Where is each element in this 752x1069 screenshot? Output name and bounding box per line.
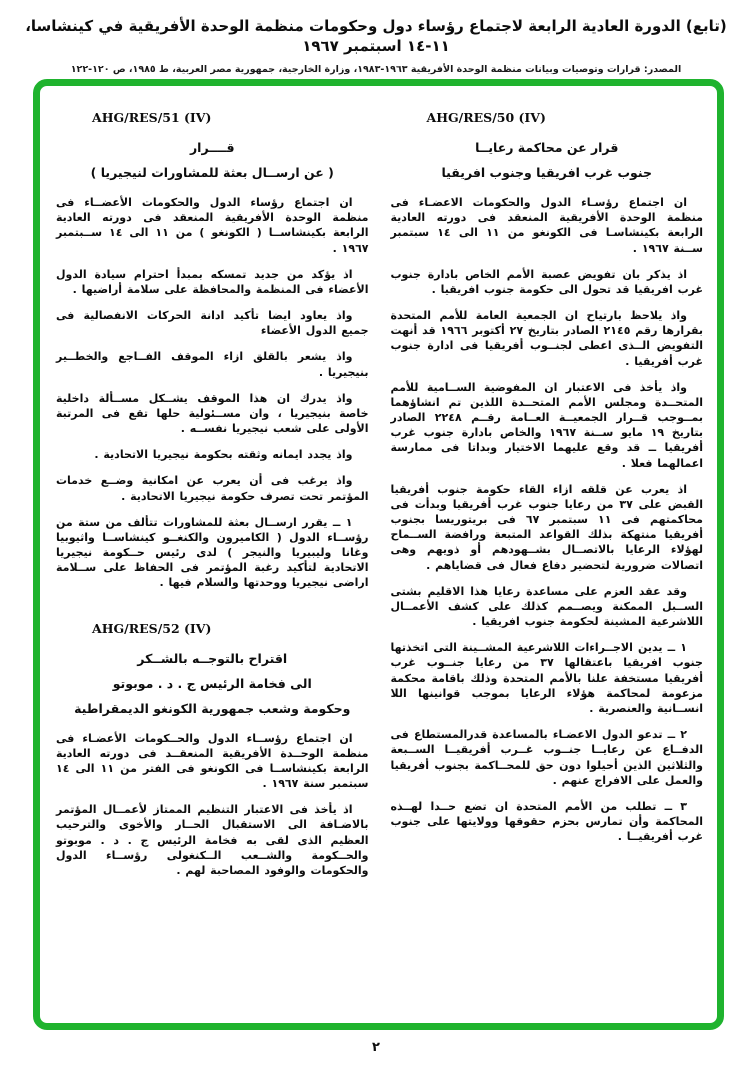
resolution-body-50 [391, 195, 704, 844]
column-right-res50 [391, 104, 704, 1013]
paragraph: واذ يدرك ان هذا الموقف يشــكل مســألة داخلية خاصة بنيجيريا ، وان مســئولية حلها تقع فى المرتبة الأولى على شعب نيجيريا نفســه . [56, 391, 369, 436]
resolution-ref-52: AHG/RES/52 (IV) [92, 620, 212, 636]
resolution-body-52 [56, 731, 369, 879]
resolution-title-50-line1: قرار عن محاكمة رعايــا [475, 140, 619, 155]
resolution-title-50 [391, 135, 704, 185]
document-header [0, 16, 752, 75]
paragraph: واذ يأخذ فى الاعتبار ان المفوضية الســامية للأمم المتحــدة ومجلس الأمم المتحــدة اللذين تم انشاؤهما بمــوجب قــرار الجمعيــة العــامة رقــم ٢٢٤٨ الصادر بتاريخ ١٩ مايو ســنة ١٩٦٧ والخاص بادارة جنوب غرب أفريقيا ــ قد وقع عليهما الاختيار وبداتا فى ممارسة اعمالهما فعلا . [390, 380, 704, 470]
green-border-frame [33, 79, 724, 1030]
page-number: ٢ [372, 1040, 380, 1055]
resolution-title-52-line2: الى فخامة الرئيس ج . د . موبوتو [112, 675, 312, 691]
two-column-layout [40, 86, 717, 1023]
resolution-title-52-line3: وحكومة وشعب جمهورية الكونغو الديمقراطية [74, 700, 351, 716]
resolution-title-52-line1: اقتراح بالتوجــه بالشــكر [137, 650, 288, 666]
paragraph: واذ يشعر بالقلق ازاء الموقف الفــاجع والخطــير بنيجيريا . [56, 350, 369, 379]
paragraph: اذ يؤكد من جديد تمسكه بمبدأ احترام سيادة الدول الأعضاء فى المنظمة والمحافظة على سلامة أراضيها . [56, 267, 369, 296]
resolution-title-50-line2: جنوب غرب افريقيا وجنوب افريقيا [441, 165, 653, 180]
resolution-ref-50: AHG/RES/50 (IV) [426, 110, 546, 125]
paragraph: اذ يعرب عن قلقه ازاء القاء حكومة جنوب أفريقيا القبض على ٣٧ من رعايا جنوب غرب أفريقيا وبدأت فى محاكمتهم فى ١١ سبتمبر ٦٧ فى بريتوريسا بجنوب أفريقيا منتهكة بذلك القواعد المتبعة ورافضة الســماح لهؤلاء الرعايا بالاتصــال بشــهودهم أو ذويهم وهى اتصالات ضرورية لتحضير دفاع فعال فى قضاياهم . [390, 482, 704, 572]
header-source: المصدر: قرارات وتوصيات وبيانات منظمة الوحدة الأفريقية ١٩٦٣-١٩٨٣، وزارة الخارجية، جمهورية مصر العربية، ط ١٩٨٥، ص ١٢٠-١٢٢ [70, 63, 682, 75]
paragraph: ان اجتماع رؤساء الدول والحكومات الأعضــاء فى منظمة الوحدة الأفريقية المنعقد فى دورته العادية الرابعة بكينشاســا ( الكونغو ) من ١١ الى ١٤ ســبتمبر ١٩٦٧ . [56, 196, 369, 255]
resolution-ref-51: AHG/RES/51 (IV) [92, 110, 212, 125]
paragraph: واذ يرغب فى أن يعرب عن امكانية وضــع خدمات المؤتمر تحت تصرف حكومة نيجيريا الاتحادية . [56, 474, 369, 503]
paragraph: واذ يجدد ايمانه وثقته بحكومة نيجيريا الاتحادية . [94, 448, 353, 462]
paragraph: ٣ ــ تطلب من الأمم المتحدة ان تضع حــدا لهــذه المحاكمة وأن تمارس بحزم حقوقها وولايتها على جنوب غرب أفريقيــا . [390, 799, 703, 844]
paragraph: ١ ــ يقرر ارســال بعثة للمشاورات تتألف من ستة من رؤســاء الدول ( الكاميرون والكنغــو كينشاســا واثيوبيا وغانا وليبيريا والنيجر ) لدى رئيس حــكومة نيجيريا الاتحادية لتأكيد رغبة المؤتمر فى الحفاظ على ســلامة اراضى نيجيريا ووحدتها والسلام فيها . [56, 515, 369, 590]
resolution-title-51 [56, 135, 369, 185]
paragraph: ١ ــ يدين الاجــراءات اللاشرعية المشــينة التى اتخذتها جنوب افريقيا باعتقالها ٣٧ من رعايا جنــوب غرب أفريقيا مستخفة علنا بالأمم المتحدة وذلك باقامة محكمة مزعومة لمحاكمة هؤلاء الرعايا بموجب قوانينها اللا انســانية والعنصرية . [390, 641, 703, 715]
resolution-title-51-line1: قــــرار [189, 140, 235, 155]
paragraph: واذ يلاحظ بارتياح ان الجمعية العامة للأمم المتحدة بقرارها رقم ٢١٤٥ الصادر بتاريخ ٢٧ أكتوبر ١٩٦٦ قد أنهت التفويض الــذى اعطى لجنــوب أفريقيا فى ادارة جنوب غرب أفريقيا . [390, 309, 703, 368]
paragraph: ٢ ــ تدعو الدول الاعضـاء بالمساعدة قدرالمستطاع فى الدفــاع عن رعايــا جنــوب غــرب أفريقيــا الســبعة والثلاثين الذين أحيلوا دون حق للمحــاكمة بجنوب أفريقيا والعمل على الافراج عنهم . [390, 728, 703, 787]
resolution-title-52 [56, 646, 369, 721]
resolution-title-51-line2: ( عن ارســال بعثة للمشاورات لنيجيريا ) [90, 165, 334, 180]
column-left-res51-res52 [56, 104, 369, 1013]
paragraph: واذ يعاود ايضا تأكيد ادانة الحركات الانفصالية فى جميع الدول الأعضاء [56, 309, 369, 338]
paragraph: ان اجتماع رؤســاء الدول والحــكومات الأعضـاء فى منظمة الوحــدة الأفريقية المنعقــد فى دورته العادية الرابعة بكينشاســا فى الكونغو فى الفتر من ١١ الى ١٤ سبتمبر سنة ١٩٦٧ . [56, 731, 369, 791]
paragraph: اذ يأخذ فى الاعتبار التنظيم الممتاز لأعمــال المؤتمر بالاضـافة الى الاستقبال الحــار والأخوى والترحيب العظيم الذى لقى به فخامة الرئيس ج . د . موبوتو والحــكومة والشــعب الــكنغولى رؤســاء الدول والحكومات والوفود المصاحبة لهم . [56, 803, 369, 877]
resolution-body-51 [56, 195, 369, 591]
header-title: (تابع) الدورة العادية الرابعة لاجتماع رؤساء دول وحكومات منظمة الوحدة الأفريقية في كينشاسا، ١١-١٤ اسبتمبر ١٩٦٧ [25, 17, 727, 56]
paragraph: ان اجتماع رؤسـاء الدول والحكومات الاعضـاء فى منظمة الوحدة الأفريقية المنعقد فى دورته العادية الرابعة بكينشاسـا فى الكونغو من ١١ الى ١٤ سبتمبر ســنة ١٩٦٧ . [390, 196, 703, 255]
paragraph: وقد عقد العزم على مساعدة رعايا هذا الاقليم بشتى الســبل الممكنة ويصــمم كذلك على كشف الأعمــال اللاشرعية المشينة لحكومة جنوب افريقيا . [390, 584, 703, 629]
paragraph: اذ يذكر بان تفويض عصبة الأمم الخاص بادارة جنوب غرب افريقيا قد تحول الى حكومة جنوب افريقيا . [390, 267, 703, 296]
